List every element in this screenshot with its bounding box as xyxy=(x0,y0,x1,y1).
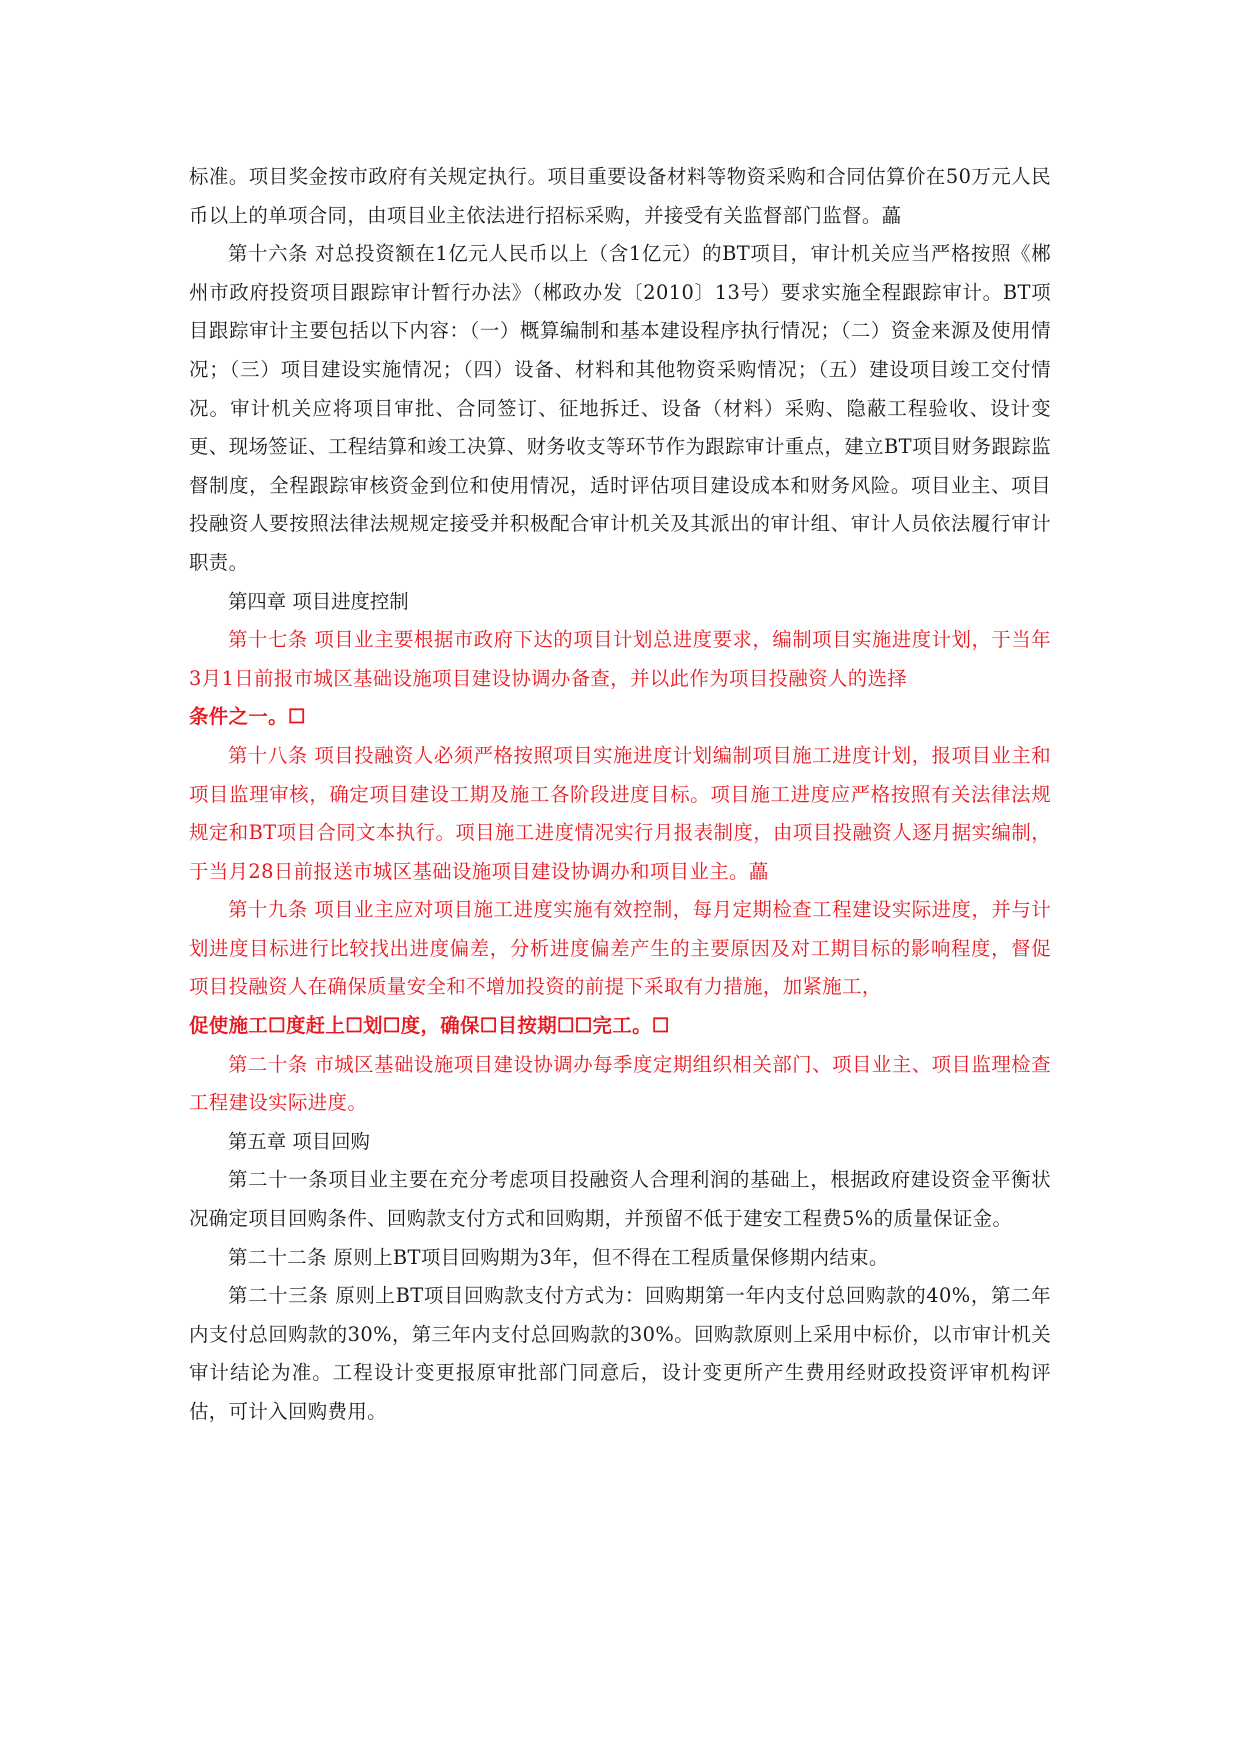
paragraph-article-21: 第二十一条项目业主要在充分考虑项目投融资人合理利润的基础上，根据政府建设资金平衡状况确定项目回购条件、回购款支付方式和回购期，并预留不低于建安工程费5%的质量保证金。 xyxy=(189,1168,1051,1231)
paragraph-article-22: 第二十二条 原则上BT项目回购期为3年，但不得在工程质量保修期内结束。 xyxy=(228,1245,889,1269)
paragraph-article-23: 第二十三条 原则上BT项目回购款支付方式为：回购期第一年内支付总回购款的40%，第二年内支付总回购款的30%，第三年内支付总回购款的30%。回购款原则上采用中标价，以市审计机关审计结论为准。工程设计变更报原审批部门同意后，设计变更所产生费用经财政投资评审机构评估，可计入回购费用。 xyxy=(189,1284,1051,1423)
chapter-heading-4: 第四章 项目进度控制 xyxy=(228,589,409,613)
paragraph-article-19-end: 促使施工☐度赶上☐划☐度，确保☐目按期☐☐完工。☐ xyxy=(189,1014,670,1038)
paragraph-article-19: 第十九条 项目业主应对项目施工进度实施有效控制，每月定期检查工程建设实际进度，并与计划进度目标进行比较找出进度偏差，分析进度偏差产生的主要原因及对工期目标的影响程度，督促项目投融资人在确保质量安全和不增加投资的前提下采取有力措施，加紧施工， xyxy=(189,898,1051,999)
paragraph-article-17-end: 条件之一。☐ xyxy=(189,705,306,729)
document-body xyxy=(189,158,1051,1432)
paragraph-article-17: 第十七条 项目业主要根据市政府下达的项目计划总进度要求，编制项目实施进度计划，于当年3月1日前报市城区基础设施项目建设协调办备查，并以此作为项目投融资人的选择 xyxy=(189,628,1051,690)
paragraph-article-16: 第十六条 对总投资额在1亿元人民币以上（含1亿元）的BT项目，审计机关应当严格按照《郴州市政府投资项目跟踪审计暂行办法》（郴政办发〔2010〕13号）要求实施全程跟踪审计。BT项目跟踪审计主要包括以下内容：（一）概算编制和基本建设程序执行情况；（二）资金来源及使用情况；（三）项目建设实施情况；（四）设备、材料和其他物资采购情况；（五）建设项目竣工交付情况。审计机关应将项目审批、合同签订、征地拆迁、设备（材料）采购、隐蔽工程验收、设计变更、现场签证、工程结算和竣工决算、财务收支等环节作为跟踪审计重点，建立BT项目财务跟踪监督制度，全程跟踪审核资金到位和使用情况，适时评估项目建设成本和财务风险。项目业主、项目投融资人要按照法律法规规定接受并积极配合审计机关及其派出的审计组、审计人员依法履行审计职责。 xyxy=(189,242,1051,574)
paragraph-article-20: 第二十条 市城区基础设施项目建设协调办每季度定期组织相关部门、项目业主、项目监理检查工程建设实际进度。 xyxy=(189,1052,1051,1115)
chapter-heading-5: 第五章 项目回购 xyxy=(228,1129,370,1153)
paragraph-article-15-continued: 标准。项目奖金按市政府有关规定执行。项目重要设备材料等物资采购和合同估算价在50万元人民币以上的单项合同，由项目业主依法进行招标采购，并接受有关监督部门监督。藟 xyxy=(189,165,1051,227)
paragraph-article-18: 第十八条 项目投融资人必须严格按照项目实施进度计划编制项目施工进度计划，报项目业主和项目监理审核，确定项目建设工期及施工各阶段进度目标。项目施工进度应严格按照有关法律法规规定和BT项目合同文本执行。项目施工进度情况实行月报表制度，由项目投融资人逐月据实编制，于当月28日前报送市城区基础设施项目建设协调办和项目业主。藟 xyxy=(189,743,1051,883)
